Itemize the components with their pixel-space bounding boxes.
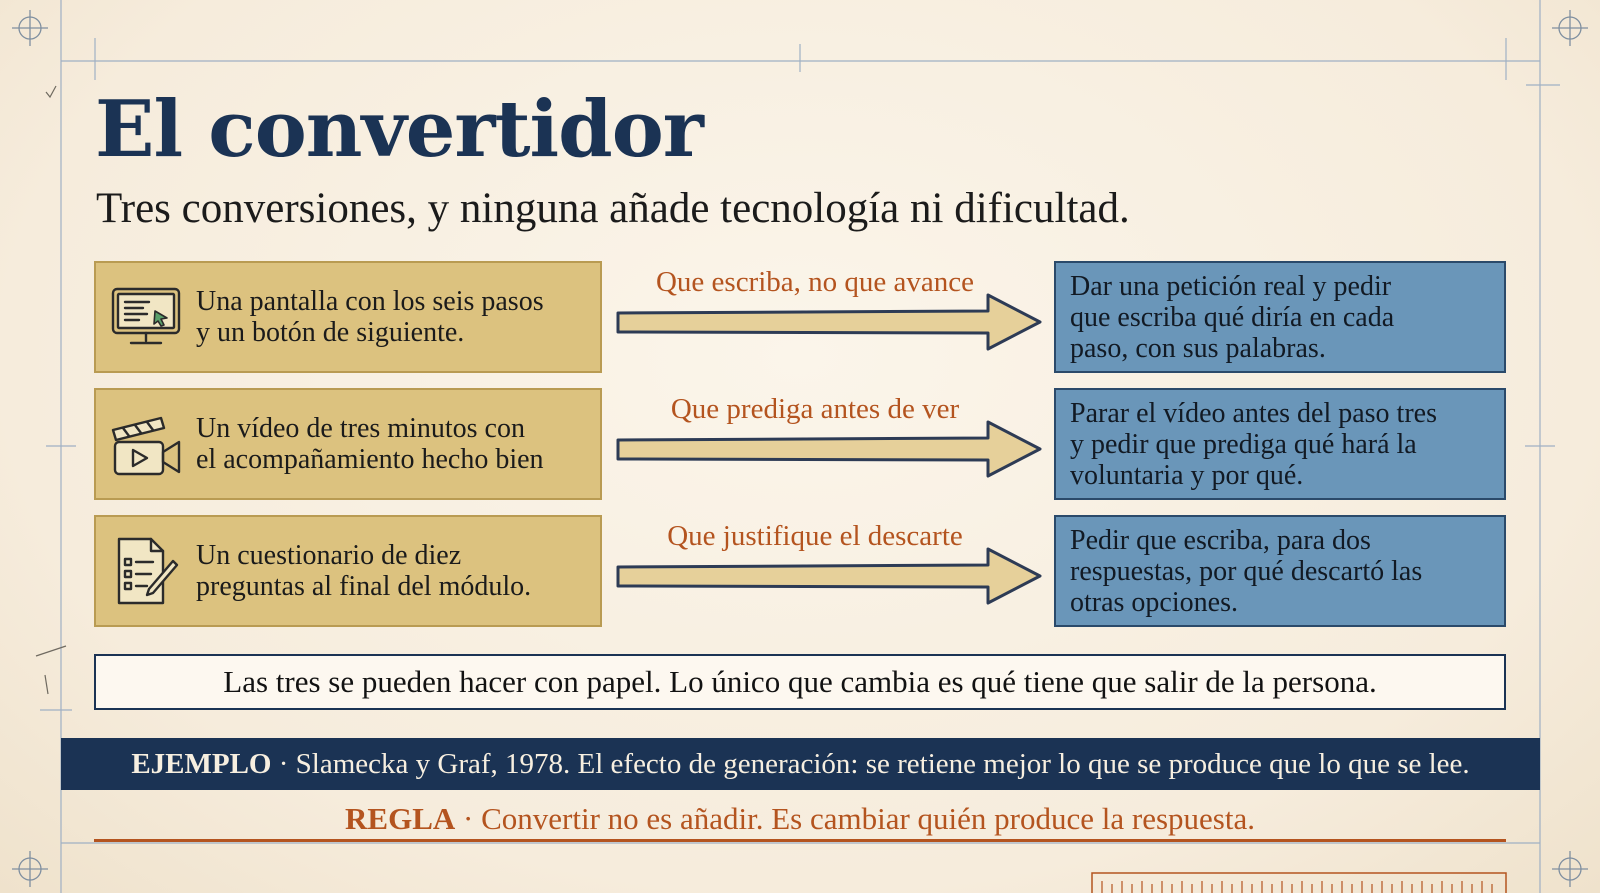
arrow-right-icon <box>616 545 1046 607</box>
source-line: Una pantalla con los seis pasos <box>196 286 544 317</box>
arrow-right-icon <box>616 418 1046 480</box>
source-line: el acompañamiento hecho bien <box>196 444 544 475</box>
monitor-icon <box>96 285 196 349</box>
rule-separator: · <box>463 800 474 836</box>
page-subtitle: Tres conversiones, y ninguna añade tecnología ni dificultad. <box>96 185 1130 232</box>
conversion-label-1: Que escriba, no que avance <box>655 266 975 298</box>
result-line: Dar una petición real y pedir <box>1070 270 1392 302</box>
checklist-icon <box>96 535 196 607</box>
result-line: voluntaria y por qué. <box>1070 459 1304 491</box>
rule-label: REGLA <box>345 800 456 836</box>
result-line: y pedir que prediga qué hará la <box>1070 428 1417 460</box>
conversion-label-2: Que prediga antes de ver <box>670 393 960 425</box>
video-icon <box>96 410 196 478</box>
arrow-right-icon <box>616 291 1046 353</box>
conversion-label-3: Que justifique el descarte <box>667 520 963 552</box>
rule-line <box>94 798 1506 842</box>
result-line: paso, con sus palabras. <box>1070 332 1326 364</box>
source-box-3 <box>94 515 602 627</box>
source-line: Un vídeo de tres minutos con <box>196 413 525 444</box>
result-line: respuestas, por qué descartó las <box>1070 555 1423 587</box>
conversion-row-3 <box>0 515 1600 627</box>
summary-note: Las tres se pueden hacer con papel. Lo único que cambia es qué tiene que salir de la persona. <box>94 654 1506 710</box>
source-line: Un cuestionario de diez <box>196 540 462 571</box>
source-line: y un botón de siguiente. <box>196 317 465 348</box>
source-box-2 <box>94 388 602 500</box>
rule-text: Convertir no es añadir. Es cambiar quién produce la respuesta. <box>481 800 1255 836</box>
source-line: preguntas al final del módulo. <box>196 571 532 602</box>
result-box-1 <box>1054 261 1506 373</box>
example-text: Slamecka y Graf, 1978. El efecto de generación: se retiene mejor lo que se produce que lo que se lee. <box>295 747 1470 780</box>
result-box-2 <box>1054 388 1506 500</box>
result-box-3 <box>1054 515 1506 627</box>
source-box-1 <box>94 261 602 373</box>
example-separator: · <box>278 747 289 780</box>
example-banner <box>61 738 1540 790</box>
conversion-row-2 <box>0 388 1600 500</box>
page-title: El convertidor <box>95 84 703 175</box>
conversion-row-1 <box>0 261 1600 373</box>
result-line: Pedir que escriba, para dos <box>1070 524 1371 556</box>
result-line: Parar el vídeo antes del paso tres <box>1070 397 1437 429</box>
result-line: que escriba qué diría en cada <box>1070 301 1395 333</box>
example-label: EJEMPLO <box>131 747 272 780</box>
result-line: otras opciones. <box>1070 586 1238 618</box>
